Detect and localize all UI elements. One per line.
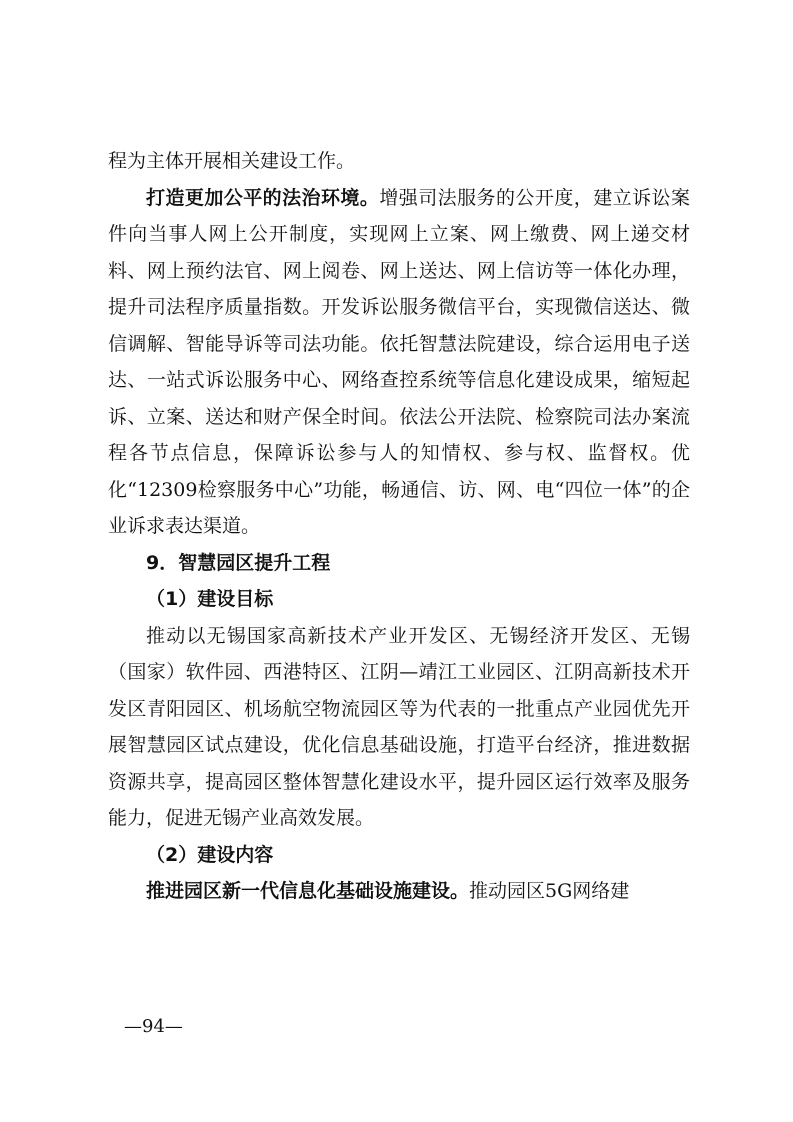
paragraph-lead: 打造更加公平的法治环境。 (146, 186, 380, 209)
page-number: —94— (124, 1016, 183, 1037)
paragraph-body: 增强司法服务的公开度，建立诉讼案件向当事人网上公开制度，实现网上立案、网上缴费、网上递交材料、网上预约法官、网上阅卷、网上送达、网上信访等一体化办理，提升司法程序质量指数。开发诉讼服务微信平台，实现微信送达、微信调解、智能导诉等司法功能。依托智慧法院建设，综合运用电子送达、一站式诉讼服务中心、网络查控系统等信息化建设成果，缩短起诉、立案、送达和财产保全时间。依法公开法院、检察院司法办案流程各节点信息，保障诉讼参与人的知情权、参与权、监督权。优化“12309检察服务中心”功能，畅通信、访、网、电“四位一体”的企业诉求表达渠道。 (108, 186, 690, 537)
subsection-heading-goals: （1）建设目标 (146, 588, 274, 610)
paragraph-legal-environment (108, 180, 690, 545)
subsection-heading-content: （2）建设内容 (146, 843, 274, 866)
paragraph-infrastructure (108, 873, 690, 910)
paragraph-continuation: 程为主体开展相关建设工作。 (108, 150, 356, 172)
paragraph-body: 推动园区5G网络建 (469, 880, 630, 902)
paragraph-lead: 推进园区新一代信息化基础设施建设。 (146, 880, 470, 902)
section-heading: 9．智慧园区提升工程 (146, 551, 331, 574)
body-text (108, 143, 690, 910)
paragraph-goals: 推动以无锡国家高新技术产业开发区、无锡经济开发区、无锡（国家）软件园、西港特区、江阴—靖江工业园区、江阴高新技术开发区青阳园区、机场航空物流园区等为代表的一批重点产业园优先开展智慧园区试点建设，优化信息基础设施，打造平台经济，推进数据资源共享，提高园区整体智慧化建设水平，提升园区运行效率及服务能力，促进无锡产业高效发展。 (108, 624, 690, 829)
